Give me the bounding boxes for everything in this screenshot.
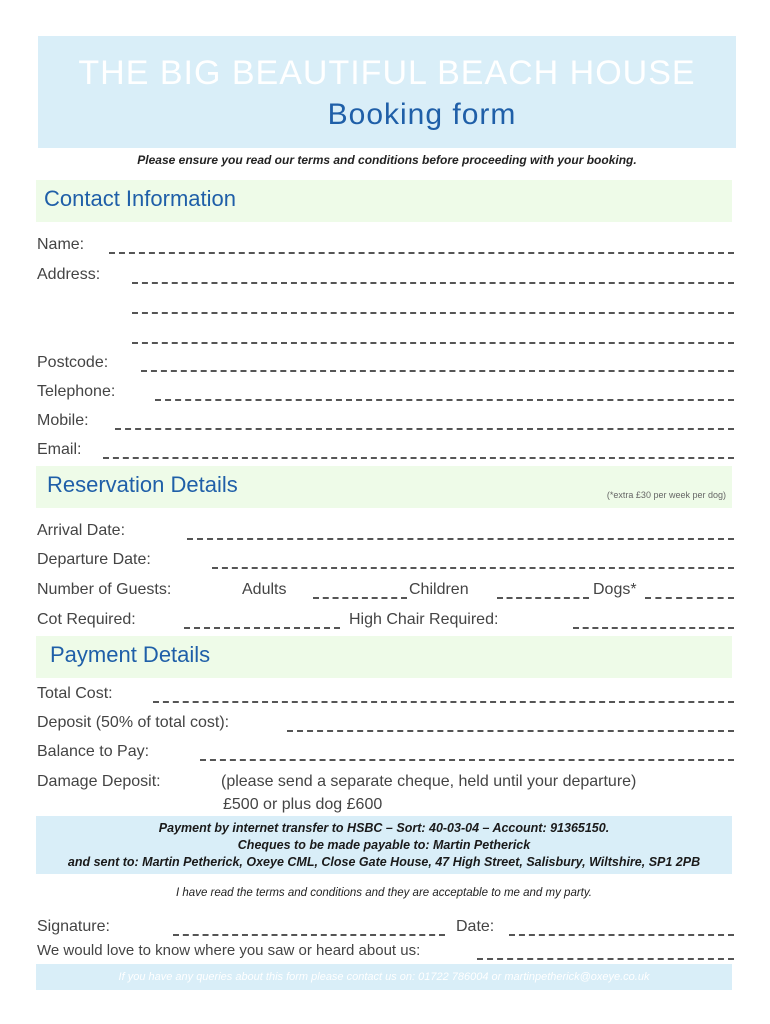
signature-label: Signature: [37,918,110,935]
referral-label: We would love to know where you saw or heard about us: [37,942,421,959]
dogs-label: Dogs* [593,581,637,598]
dog-fee-note: (*extra £30 per week per dog) [606,490,726,500]
damage-deposit-note: (please send a separate cheque, held until your departure) [221,773,637,790]
arrival-label: Arrival Date: [37,522,126,539]
highchair-field[interactable] [573,627,734,629]
deposit-row [37,714,734,738]
departure-row [37,551,734,575]
highchair-label: High Chair Required: [349,611,499,628]
referral-field[interactable] [477,958,734,960]
email-label: Email: [37,441,82,458]
damage-deposit-amount: £500 or plus dog £600 [223,796,383,813]
reservation-heading: Reservation Details [47,472,238,497]
departure-date-field[interactable] [212,567,734,569]
terms-notice: Please ensure you read our terms and conditions before proceeding with your booking. [137,153,637,167]
date-label: Date: [456,918,495,935]
contact-heading: Contact Information [44,186,236,211]
cot-label: Cot Required: [37,611,136,628]
departure-label: Departure Date: [37,551,151,568]
reservation-section-header [36,466,732,508]
guests-row [37,581,734,605]
children-label: Children [409,581,469,598]
damage-row [37,773,734,797]
mobile-label: Mobile: [37,412,89,429]
signature-field[interactable] [173,934,445,936]
total-cost-field[interactable] [153,701,734,703]
telephone-row [37,383,734,407]
postcode-label: Postcode: [37,354,109,371]
bank-transfer-details: Payment by internet transfer to HSBC – Sort: 40-03-04 – Account: 91365150. [158,821,610,835]
mobile-row [37,412,734,436]
page-title: THE BIG BEAUTIFUL BEACH HOUSE [78,54,696,92]
balance-row [37,743,734,767]
name-row [37,236,734,260]
contact-footer: If you have any queries about this form please contact us on: 01722 786004 or martinpetherick@oxeye.co.uk [36,964,732,990]
terms-declaration: I have read the terms and conditions and they are acceptable to me and my party. [176,887,592,899]
address-row-3 [37,326,734,350]
telephone-label: Telephone: [37,383,116,400]
total-row [37,685,734,709]
cot-row [37,611,734,635]
signature-date-field[interactable] [509,934,734,936]
arrival-date-field[interactable] [187,538,734,540]
referral-row [37,942,734,966]
dogs-field[interactable] [645,597,734,599]
mobile-field[interactable] [115,428,734,430]
payment-heading: Payment Details [50,642,211,667]
contact-section-header [36,180,732,222]
adults-field[interactable] [313,597,407,599]
deposit-field[interactable] [287,730,734,732]
telephone-field[interactable] [155,399,734,401]
signature-row [37,918,734,942]
cheque-payee: Cheques to be made payable to: Martin Petherick [237,838,531,852]
arrival-row [37,522,734,546]
postcode-field[interactable] [141,370,734,372]
cot-field[interactable] [184,627,340,629]
balance-field[interactable] [200,759,734,761]
total-cost-label: Total Cost: [37,685,113,702]
address-field-3[interactable] [132,342,734,344]
balance-label: Balance to Pay: [37,743,150,760]
header-banner [38,36,736,148]
address-field-1[interactable] [132,282,734,284]
children-field[interactable] [497,597,589,599]
guests-label: Number of Guests: [37,581,172,598]
address-row-2 [37,296,734,320]
name-label: Name: [37,236,85,253]
deposit-label: Deposit (50% of total cost): [37,714,230,731]
email-field[interactable] [103,457,734,459]
address-field-2[interactable] [132,312,734,314]
name-field[interactable] [109,252,734,254]
page-subtitle: Booking form [327,98,517,131]
payment-instructions [36,816,732,874]
payment-section-header [36,636,732,678]
address-row [37,266,734,290]
damage-deposit-label: Damage Deposit: [37,773,161,790]
adults-label: Adults [242,581,287,598]
email-row [37,441,734,465]
address-label: Address: [37,266,101,283]
postal-address: and sent to: Martin Petherick, Oxeye CML, Close Gate House, 47 High Street, Salisbury, Wiltshire, SP1 2PB [67,855,701,869]
postcode-row [37,354,734,378]
